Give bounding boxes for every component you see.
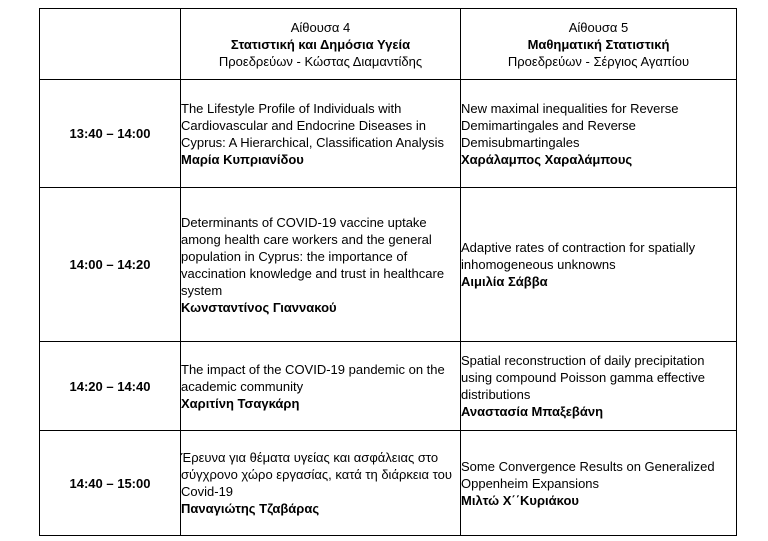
talk-speaker: Παναγιώτης Τζαβάρας (181, 501, 320, 516)
talk-cell-room-4 (181, 188, 461, 342)
time-slot: 14:40 – 15:00 (40, 431, 181, 536)
talk-speaker: Χαράλαμπος Χαραλάμπους (461, 151, 633, 167)
table-row (40, 188, 737, 342)
talk-title: Spatial reconstruction of daily precipitation using compound Poisson gamma effective distributions (461, 353, 706, 402)
time-slot: 14:20 – 14:40 (40, 342, 181, 431)
talk-cell-room-5 (461, 80, 737, 188)
talk-speaker: Χαριτίνη Τσαγκάρη (181, 395, 300, 411)
talk-title: New maximal inequalities for Reverse Demimartingales and Reverse Demisubmartingales (461, 100, 679, 150)
time-slot: 13:40 – 14:00 (40, 80, 181, 188)
talk-title: Adaptive rates of contraction for spatially inhomogeneous unknowns (461, 240, 696, 272)
room-4-header (181, 9, 461, 80)
room-5-name: Αίθουσα 5 (568, 19, 629, 35)
talk-cell-room-4 (181, 431, 461, 536)
talk-speaker: Μιλτώ Χ΄΄Κυριάκου (461, 492, 579, 508)
talk-speaker: Κωνσταντίνος Γιαννακού (181, 299, 337, 315)
room-5-topic: Μαθηματική Στατιστική (527, 36, 670, 52)
talk-title: The Lifestyle Profile of Individuals with Cardiovascular and Endocrine Diseases in Cyprus: A Hierarchical, Classification Analysis (181, 100, 444, 150)
empty-corner-cell (40, 9, 181, 80)
talk-cell-room-4 (181, 80, 461, 188)
session-schedule-table (39, 8, 737, 536)
talk-title: Determinants of COVID-19 vaccine uptake among health care workers and the general population in Cyprus: the importance of vaccination knowledge and trust in healthcare system (181, 214, 445, 298)
talk-cell-room-5 (461, 188, 737, 342)
table-row (40, 431, 737, 536)
room-5-chair: Προεδρεύων - Σέργιος Αγαπίου (507, 53, 690, 69)
time-slot: 14:00 – 14:20 (40, 188, 181, 342)
talk-title: The impact of the COVID-19 pandemic on the academic community (181, 361, 445, 394)
talk-title: Some Convergence Results on Generalized Oppenheim Expansions (461, 458, 715, 491)
talk-cell-room-5 (461, 431, 737, 536)
room-4-topic: Στατιστική και Δημόσια Υγεία (230, 36, 411, 52)
room-5-header (461, 9, 737, 80)
table-row (40, 342, 737, 431)
talk-speaker: Αναστασία Μπαξεβάνη (461, 404, 604, 419)
talk-cell-room-5 (461, 342, 737, 431)
header-row (40, 9, 737, 80)
talk-speaker: Αιμιλία Σάββα (461, 274, 548, 289)
talk-title: Έρευνα για θέματα υγείας και ασφάλειας στο σύγχρονο χώρο εργασίας, κατά τη διάρκεια του Covid-19 (181, 450, 452, 499)
room-4-chair: Προεδρεύων - Κώστας Διαμαντίδης (218, 53, 423, 69)
room-4-name: Αίθουσα 4 (290, 19, 351, 35)
table-row (40, 80, 737, 188)
talk-speaker: Μαρία Κυπριανίδου (181, 151, 304, 167)
talk-cell-room-4 (181, 342, 461, 431)
